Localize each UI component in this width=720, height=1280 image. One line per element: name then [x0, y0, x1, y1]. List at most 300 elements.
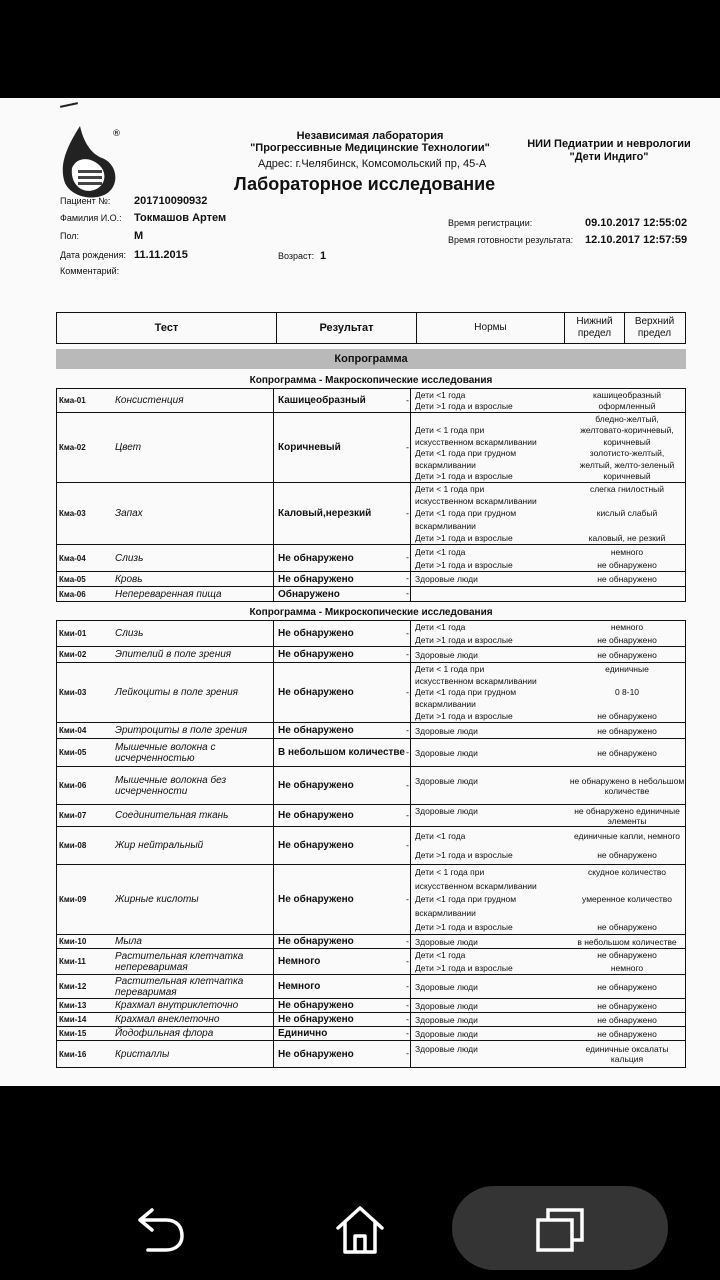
norm-line: [411, 1044, 685, 1064]
test-norms: [411, 545, 685, 571]
test-name: Консистенция: [115, 395, 184, 406]
test-result-value: Не обнаружено: [278, 649, 354, 660]
test-result-value: Не обнаружено: [278, 687, 354, 698]
test-name: Йодофильная флора: [115, 1028, 214, 1039]
norm-condition: вскармливании: [415, 908, 476, 919]
test-result-value: Не обнаружено: [278, 725, 354, 736]
norm-condition: Здоровые люди: [415, 981, 478, 992]
norm-condition: искусственном вскармливании: [415, 496, 537, 507]
norm-condition: Дети <1 года: [415, 546, 466, 557]
norm-condition: Дети <1 года при грудном: [415, 508, 517, 519]
ready-time-value: 12.10.2017 12:57:59: [585, 234, 688, 246]
norm-condition: Дети >1 года и взрослые: [415, 559, 513, 570]
norm-line: [411, 726, 685, 736]
test-code: Кма-05: [59, 574, 86, 584]
patient-sex-value: М: [134, 230, 144, 242]
micro-table: [56, 620, 686, 1068]
test-name: Крахмал внутриклеточно: [115, 1000, 239, 1011]
norm-line: [411, 437, 685, 447]
table-row: [57, 999, 685, 1013]
test-name: Непереваренная пища: [115, 588, 222, 600]
test-norms: [411, 1041, 685, 1067]
norm-line: [411, 922, 685, 932]
institute-name: [520, 138, 698, 164]
norm-condition: Здоровые люди: [415, 805, 478, 816]
norm-condition: Дети <1 года при грудном: [415, 894, 517, 905]
norm-line: [411, 1001, 685, 1011]
lab-address: Адрес: г.Челябинск, Комсомольский пр, 45-А: [258, 158, 487, 170]
test-result: [273, 587, 411, 601]
test-name: Мышечные волокна с исчерченностью: [115, 741, 216, 764]
table-row: [57, 483, 685, 545]
comment-label: Комментарий:: [60, 266, 120, 276]
test-result: [273, 663, 411, 722]
norm-value: [569, 521, 685, 531]
norm-value: единичные оксалаты кальция: [585, 1044, 669, 1064]
birth-date-label: Дата рождения:: [60, 250, 126, 260]
norm-value: не обнаружено: [597, 849, 657, 860]
norm-line: [411, 867, 685, 877]
norm-condition: искусственном вскармливании: [415, 880, 537, 891]
norm-line: [411, 711, 685, 721]
norm-line: [411, 1015, 685, 1025]
norm-condition: Здоровые люди: [415, 747, 478, 758]
test-result-value: Не обнаружено: [278, 894, 354, 905]
norm-value: [569, 699, 685, 709]
norm-value: золотисто-желтый,: [589, 448, 665, 459]
recents-icon: [534, 1206, 588, 1259]
lab-name-line1: Независимая лаборатория: [296, 130, 444, 142]
institute-line2: "Дети Индиго": [569, 151, 649, 163]
norm-condition: Дети >1 года и взрослые: [415, 634, 513, 645]
test-result: [273, 572, 411, 586]
lab-name-line2: "Прогрессивные Медицинские Технологии": [250, 142, 490, 154]
norm-condition: Дети < 1 года при: [415, 866, 485, 877]
test-result: [273, 999, 411, 1012]
test-code: Кми-07: [59, 811, 87, 820]
norm-line: [411, 650, 685, 660]
norm-value: коричневый: [603, 471, 651, 482]
test-code: Кми-15: [59, 1029, 87, 1038]
test-norms: [411, 572, 685, 586]
test-code: Кма-04: [59, 553, 86, 563]
norm-value: [569, 908, 685, 918]
norm-line: [411, 687, 685, 697]
test-result: [273, 545, 411, 571]
test-result: [273, 975, 411, 998]
test-result: [273, 935, 411, 948]
test-result-value: Не обнаружено: [278, 1048, 354, 1060]
norm-line: [411, 676, 685, 686]
test-code: Кми-08: [59, 841, 87, 850]
test-result: [273, 767, 411, 804]
test-result-value: Обнаружено: [278, 588, 340, 600]
test-name: Лейкоциты в поле зрения: [115, 687, 239, 698]
patient-sex-label: Пол:: [60, 231, 80, 241]
norm-line: [411, 622, 685, 632]
norm-value: не обнаружено: [597, 725, 657, 736]
table-row: [57, 572, 685, 587]
norm-line: [411, 937, 685, 947]
norm-condition: Дети >1 года и взрослые: [415, 962, 513, 973]
test-result-value: Не обнаружено: [278, 628, 354, 639]
back-icon[interactable]: [134, 1206, 186, 1259]
test-result-value: Каловый,нерезкий: [278, 508, 372, 519]
test-result: [273, 389, 411, 412]
norm-condition: Здоровые люди: [415, 1028, 478, 1039]
norm-line: [411, 547, 685, 557]
norm-condition: Дети <1 года: [415, 831, 466, 842]
test-code: Кми-04: [59, 726, 87, 735]
norm-value: [569, 676, 685, 686]
norm-line: [411, 950, 685, 960]
col-result: Результат: [277, 313, 417, 343]
test-norms: [411, 389, 685, 412]
norm-line: [411, 496, 685, 506]
test-norms: [411, 663, 685, 722]
test-name: Жирные кислоты: [115, 894, 199, 905]
norm-value: немного: [610, 962, 644, 973]
norm-line: [411, 831, 685, 841]
norm-value: [569, 881, 685, 891]
norm-line: [411, 635, 685, 645]
institute-line1: НИИ Педиатрии и неврологии: [527, 138, 691, 150]
norm-value: немного: [610, 622, 644, 633]
norm-condition: Дети >1 года и взрослые: [415, 471, 513, 482]
test-result-value: В небольшом количестве: [278, 747, 405, 758]
norm-value: слегка гнилостный: [589, 484, 665, 495]
norm-line: [411, 390, 685, 400]
norm-line: [411, 881, 685, 891]
patient-name-value: Токмашов Артем: [134, 212, 227, 224]
test-norms: [411, 723, 685, 738]
test-code: Кми-11: [59, 957, 86, 966]
norm-value: не обнаружено: [597, 1000, 657, 1011]
col-norms: Нормы: [417, 313, 565, 343]
norm-value: оформленный: [598, 401, 656, 412]
patient-id-label: Пациент №:: [60, 196, 111, 206]
test-code: Кми-09: [59, 895, 87, 904]
test-name: Растительная клетчатка непереваримая: [115, 950, 244, 973]
test-code: Кми-12: [59, 982, 87, 991]
patient-id-value: 201710090932: [134, 195, 208, 207]
table-row: [57, 647, 685, 663]
norm-value: не обнаружено: [597, 574, 657, 584]
test-name: Слизь: [115, 628, 144, 639]
norm-line: [411, 908, 685, 918]
test-result: [273, 949, 411, 974]
norm-line: [411, 963, 685, 973]
test-result-value: Не обнаружено: [278, 810, 354, 821]
table-row: [57, 949, 685, 975]
document-page: [0, 98, 720, 1086]
test-result: [273, 413, 411, 482]
norm-line: [411, 471, 685, 481]
table-row: [57, 545, 685, 572]
norm-line: [411, 806, 685, 826]
table-row: [57, 723, 685, 739]
norm-condition: Здоровые люди: [415, 1044, 478, 1054]
test-code: Кми-03: [59, 688, 87, 697]
micro-section-title: Копрограмма - Микроскопические исследования: [249, 607, 493, 618]
norm-line: [411, 560, 685, 570]
test-norms: [411, 767, 685, 804]
test-norms: [411, 621, 685, 646]
norm-value: [569, 496, 685, 506]
norm-value: желтовато-коричневый,: [580, 425, 674, 436]
test-code: Кми-02: [59, 650, 87, 659]
norm-condition: Дети < 1 года при: [415, 663, 485, 674]
test-norms: [411, 483, 685, 544]
test-code: Кми-06: [59, 781, 87, 790]
test-name: Растительная клетчатка переваримая: [115, 975, 244, 998]
norm-condition: Дети >1 года и взрослые: [415, 711, 513, 722]
table-row: [57, 1041, 685, 1067]
test-norms: [411, 805, 685, 826]
test-result-value: Коричневый: [278, 442, 341, 453]
age-label: Возраст:: [278, 251, 315, 261]
norm-value: умеренное количество: [582, 894, 672, 905]
document-title: Лабораторное исследование: [234, 174, 496, 194]
test-result: [273, 723, 411, 738]
norm-condition: Здоровые люди: [415, 1014, 478, 1025]
norm-line: [411, 414, 685, 424]
norm-line: [411, 1029, 685, 1039]
norm-line: [411, 664, 685, 674]
test-code: Кма-02: [59, 443, 86, 452]
test-result: [273, 805, 411, 826]
test-result: [273, 865, 411, 934]
test-result: [273, 1013, 411, 1026]
test-code: Кми-14: [59, 1015, 87, 1024]
test-result: [273, 647, 411, 662]
birth-date-value: 11.11.2015: [134, 249, 188, 261]
norm-value: не обнаружено единичные элементы: [574, 805, 680, 826]
macro-section-title: Копрограмма - Макроскопические исследования: [249, 375, 493, 386]
test-norms: [411, 413, 685, 482]
table-row: [57, 413, 685, 483]
norm-line: [411, 982, 685, 992]
test-result-value: Не обнаружено: [278, 573, 354, 585]
test-norms: [411, 827, 685, 864]
norm-value: не обнаружено: [597, 1028, 657, 1039]
norm-condition: Здоровые люди: [415, 574, 478, 584]
norm-value: немного: [610, 546, 644, 557]
test-norms: [411, 1027, 685, 1040]
test-name: Слизь: [115, 552, 144, 564]
table-row: [57, 935, 685, 949]
table-row: [57, 767, 685, 805]
norm-line: [411, 448, 685, 458]
test-result: [273, 1041, 411, 1067]
test-code: Кма-01: [59, 396, 86, 405]
norm-value: не обнаружено: [597, 559, 657, 570]
norm-condition: Здоровые люди: [415, 775, 478, 786]
test-name: Эритроциты в поле зрения: [115, 725, 248, 736]
test-code: Кми-16: [59, 1049, 87, 1059]
test-result-value: Не обнаружено: [278, 1014, 354, 1025]
norm-value: желтый, желто-зеленый: [579, 459, 675, 470]
norm-line: [411, 401, 685, 411]
test-norms: [411, 935, 685, 948]
test-name: Цвет: [115, 442, 142, 453]
test-name: Жир нейтральный: [115, 840, 204, 851]
norm-condition: Дети <1 года: [415, 622, 466, 633]
test-name: Кровь: [115, 573, 143, 585]
norm-line: [411, 484, 685, 494]
norm-value: каловый, не резкий: [588, 532, 666, 543]
norm-condition: вскармливании: [415, 699, 476, 710]
table-row: [57, 827, 685, 865]
test-result: [273, 1027, 411, 1040]
test-norms: [411, 999, 685, 1012]
norm-value: не обнаружено: [597, 747, 657, 758]
registered-mark: ®: [112, 129, 121, 139]
test-norms: [411, 1013, 685, 1026]
norm-condition: Дети <1 года при грудном: [415, 687, 517, 698]
norm-condition: искусственном вскармливании: [415, 436, 537, 447]
norm-condition: Здоровые люди: [415, 936, 478, 947]
norm-line: [411, 699, 685, 709]
norm-condition: Дети < 1 года при: [415, 484, 485, 495]
test-result: [273, 827, 411, 864]
test-norms: [411, 949, 685, 974]
table-row: [57, 389, 685, 413]
home-icon[interactable]: [334, 1204, 386, 1261]
test-norms: [411, 587, 685, 601]
norm-value: не обнаружено в небольшом количестве: [569, 775, 685, 796]
norm-line: [411, 533, 685, 543]
registration-time-label: Время регистрации:: [448, 218, 533, 228]
test-result-value: Не обнаружено: [278, 936, 354, 947]
norm-value: не обнаружено: [597, 634, 657, 645]
test-norms: [411, 739, 685, 766]
norm-value: в небольшом количестве: [577, 936, 677, 947]
patient-name-label: Фамилия И.О.:: [60, 213, 122, 223]
norm-value: не обнаружено: [597, 711, 657, 722]
test-name: Крахмал внеклеточно: [115, 1014, 220, 1025]
test-norms: [411, 647, 685, 662]
test-code: Кми-13: [59, 1001, 87, 1010]
norm-line: [411, 776, 685, 796]
norm-line: [411, 521, 685, 531]
norm-value: единичные капли, немного: [573, 831, 680, 842]
macro-table: [56, 388, 686, 602]
table-row: [57, 739, 685, 767]
table-row: [57, 1013, 685, 1027]
test-code: Кми-01: [59, 629, 87, 638]
test-name: Кристаллы: [115, 1048, 170, 1060]
test-code: Кми-10: [59, 937, 87, 946]
paper-mark: [60, 102, 78, 108]
lab-name: [240, 130, 500, 154]
age-value: 1: [320, 250, 327, 262]
test-result: [273, 621, 411, 646]
test-name: Запах: [115, 508, 143, 519]
section-band: Копрограмма: [56, 349, 686, 369]
norm-value: бледно-желтый,: [595, 413, 659, 424]
recents-button[interactable]: [452, 1186, 668, 1270]
test-result-value: Немного: [278, 956, 321, 967]
test-result-value: Не обнаружено: [278, 840, 354, 851]
norm-value: коричневый: [603, 436, 651, 447]
norm-condition: вскармливании: [415, 520, 476, 531]
results-table-header: [56, 312, 686, 344]
table-row: [57, 805, 685, 827]
norm-line: [411, 425, 685, 435]
test-norms: [411, 975, 685, 998]
navigation-bar: [0, 1140, 720, 1280]
test-norms: [411, 865, 685, 934]
test-result-value: Единично: [278, 1028, 328, 1039]
lab-logo: [58, 124, 128, 204]
test-result: [273, 483, 411, 544]
col-test: Тест: [57, 313, 277, 343]
norm-line: [411, 508, 685, 518]
norm-condition: Дети >1 года и взрослые: [415, 849, 513, 860]
norm-line: [411, 850, 685, 860]
norm-line: [411, 460, 685, 470]
norm-condition: Дети <1 года: [415, 389, 466, 400]
norm-condition: [411, 414, 569, 424]
table-row: [57, 1027, 685, 1041]
table-row: [57, 587, 685, 601]
norm-value: не обнаружено: [597, 981, 657, 992]
test-result-value: Не обнаружено: [278, 1000, 354, 1011]
norm-line: [411, 748, 685, 758]
table-row: [57, 865, 685, 935]
norm-condition: Здоровые люди: [415, 725, 478, 736]
norm-condition: Дети <1 года: [415, 950, 466, 961]
norm-condition: Здоровые люди: [415, 649, 478, 660]
norm-value: скудное количество: [587, 866, 666, 877]
table-row: [57, 621, 685, 647]
test-name: Соединительная ткань: [115, 810, 229, 821]
test-name: Мыла: [115, 936, 142, 947]
table-row: [57, 663, 685, 723]
norm-value: не обнаружено: [597, 950, 657, 961]
norm-value: единичные: [605, 663, 649, 674]
registration-time-value: 09.10.2017 12:55:02: [585, 217, 688, 229]
norm-value: кашицеобразный: [592, 389, 662, 400]
test-name: Эпителий в поле зрения: [115, 649, 232, 660]
norm-value: не обнаружено: [597, 649, 657, 660]
test-result: [273, 739, 411, 766]
norm-condition: Дети <1 года при грудном: [415, 448, 517, 459]
norm-condition: Дети >1 года и взрослые: [415, 922, 513, 933]
norm-value: не обнаружено: [597, 1014, 657, 1025]
norm-condition: Здоровые люди: [415, 1000, 478, 1011]
table-row: [57, 975, 685, 999]
col-lower-limit: Нижний предел: [565, 313, 625, 343]
col-upper-limit: Верхний предел: [634, 316, 675, 339]
norm-line: [411, 894, 685, 904]
test-result-value: Не обнаружено: [278, 552, 354, 564]
test-result-value: Не обнаружено: [278, 780, 354, 791]
test-code: Кма-03: [59, 509, 86, 518]
test-name: Мышечные волокна без исчерченности: [115, 774, 227, 797]
norm-condition: искусственном вскармливании: [415, 675, 537, 686]
norm-condition: вскармливании: [415, 459, 476, 470]
ready-time-label: Время готовности результата:: [448, 235, 574, 245]
norm-condition: Дети >1 года и взрослые: [415, 401, 513, 412]
norm-condition: Дети < 1 года при: [415, 425, 485, 436]
test-code: Кми-05: [59, 748, 87, 757]
test-result-value: Немного: [278, 981, 321, 992]
test-code: Кма-06: [59, 589, 86, 599]
norm-value: кислый слабый: [596, 508, 658, 519]
norm-value: 0 8-10: [614, 687, 640, 698]
